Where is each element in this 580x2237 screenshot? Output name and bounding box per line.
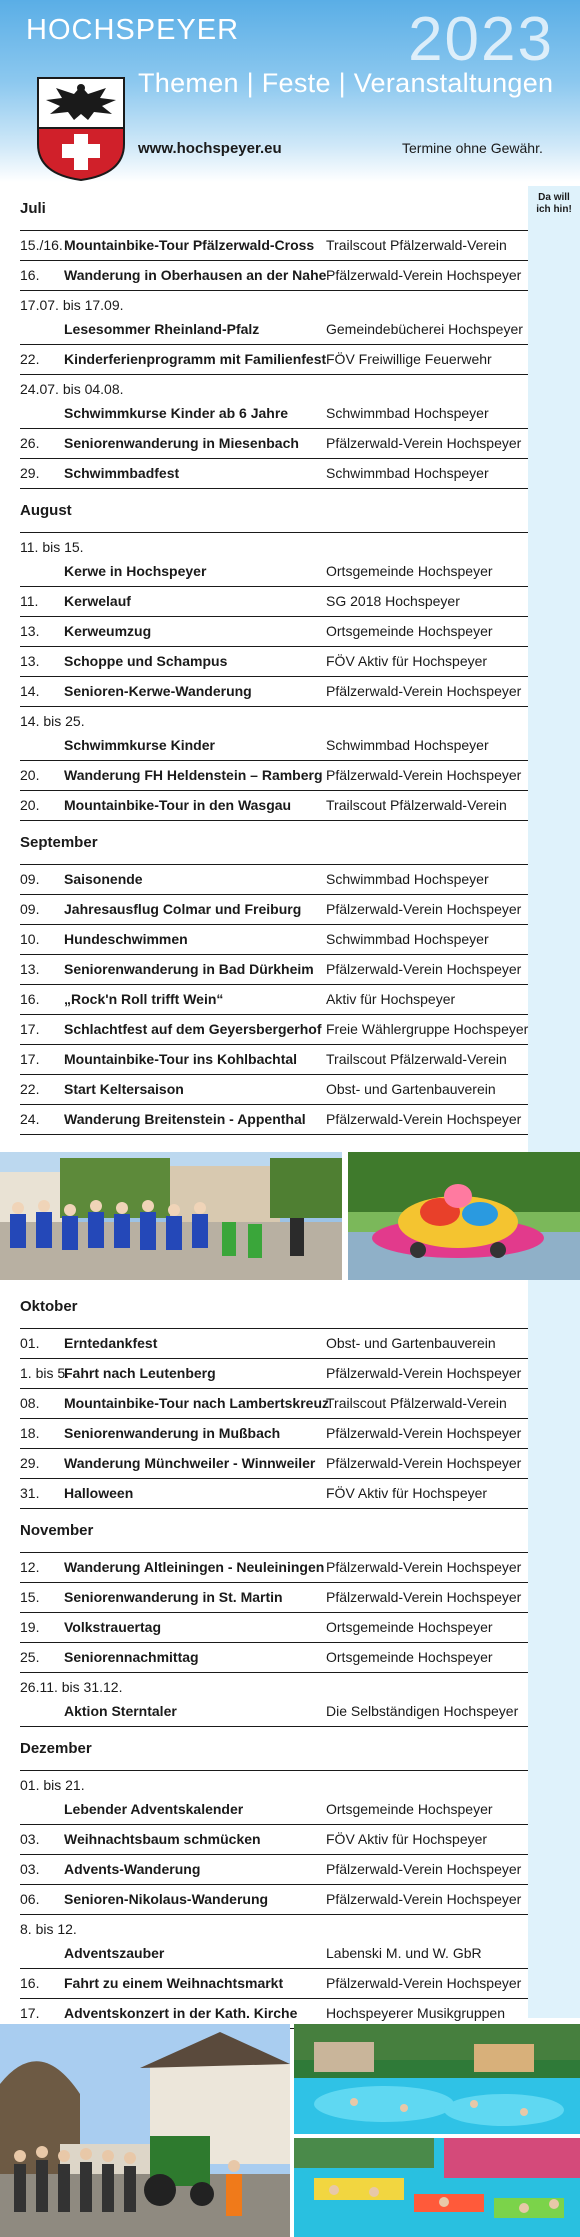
- event-row: [0, 1824, 528, 1854]
- event-row: [0, 1388, 528, 1418]
- row-divider: [20, 1508, 528, 1509]
- event-row: [0, 290, 528, 344]
- event-date: 01. bis 21.: [20, 1777, 85, 1793]
- row-divider: [20, 1726, 528, 1727]
- event-organizer: FÖV Aktiv für Hochspeyer: [326, 653, 488, 669]
- event-title: Schwimmkurse Kinder: [64, 737, 215, 753]
- event-title: Volkstrauertag: [64, 1619, 161, 1635]
- event-row: [0, 1612, 528, 1642]
- event-title: Kerweumzug: [64, 623, 152, 639]
- event-row: [0, 1770, 528, 1824]
- month-heading: September: [20, 834, 98, 851]
- disclaimer: Termine ohne Gewähr.: [402, 140, 543, 156]
- event-organizer: Schwimmbad Hochspeyer: [326, 931, 489, 947]
- event-date: 16.: [20, 267, 40, 283]
- event-organizer: Pfälzerwald-Verein Hochspeyer: [326, 1559, 522, 1575]
- event-organizer: Obst- und Gartenbauverein: [326, 1081, 496, 1097]
- event-date: 29.: [20, 1455, 40, 1471]
- event-row: [0, 458, 528, 488]
- event-date: 29.: [20, 465, 40, 481]
- page-header: [0, 0, 580, 182]
- event-date: 16.: [20, 1975, 40, 1991]
- event-date: 03.: [20, 1831, 40, 1847]
- event-date: 15./16.: [20, 237, 63, 253]
- event-organizer: Pfälzerwald-Verein Hochspeyer: [326, 1111, 522, 1127]
- event-title: Lesesommer Rheinland-Pfalz: [64, 321, 260, 337]
- event-date: 24.07. bis 04.08.: [20, 381, 124, 397]
- event-date: 19.: [20, 1619, 40, 1635]
- event-title: „Rock'n Roll trifft Wein“: [64, 991, 224, 1007]
- event-date: 17.: [20, 2005, 40, 2021]
- event-title: Schwimmbadfest: [64, 465, 180, 481]
- event-title: Mountainbike-Tour ins Kohlbachtal: [64, 1051, 298, 1067]
- event-title: Lebender Adventskalender: [64, 1801, 244, 1817]
- event-title: Wanderung in Oberhausen an der Nahe: [64, 267, 327, 283]
- event-organizer: FÖV Aktiv für Hochspeyer: [326, 1485, 488, 1501]
- event-row: [0, 1642, 528, 1672]
- event-organizer: Obst- und Gartenbauverein: [326, 1335, 496, 1351]
- event-title: Erntedankfest: [64, 1335, 158, 1351]
- event-organizer: Freie Wählergruppe Hochspeyer: [326, 1021, 529, 1037]
- event-title: Kerwe in Hochspeyer: [64, 563, 207, 579]
- village-group-with-tractor-photo: [0, 2024, 290, 2237]
- event-organizer: Pfälzerwald-Verein Hochspeyer: [326, 1425, 522, 1441]
- event-title: Saisonende: [64, 871, 143, 887]
- row-divider: [20, 488, 528, 489]
- event-row: [0, 1914, 528, 1968]
- event-row: [0, 1854, 528, 1884]
- event-row: [0, 790, 528, 820]
- event-row: [0, 1672, 528, 1726]
- event-organizer: Pfälzerwald-Verein Hochspeyer: [326, 1455, 522, 1471]
- event-date: 25.: [20, 1649, 40, 1665]
- event-row: [0, 924, 528, 954]
- month-heading: Oktober: [20, 1298, 78, 1315]
- year-label: 2023: [408, 5, 554, 74]
- event-row: [0, 1418, 528, 1448]
- event-row: [0, 1014, 528, 1044]
- event-title: Seniorenwanderung in Miesenbach: [64, 435, 299, 451]
- event-organizer: Pfälzerwald-Verein Hochspeyer: [326, 961, 522, 977]
- event-title: Wanderung Münchweiler - Winnweiler: [64, 1455, 316, 1471]
- event-title: Fahrt zu einem Weihnachtsmarkt: [64, 1975, 284, 1991]
- event-row: [0, 586, 528, 616]
- event-organizer: Ortsgemeinde Hochspeyer: [326, 1619, 493, 1635]
- month-heading: August: [20, 502, 72, 519]
- row-divider: [20, 820, 528, 821]
- event-date: 18.: [20, 1425, 40, 1441]
- event-row: [0, 646, 528, 676]
- event-organizer: Hochspeyerer Musikgruppen: [326, 2005, 505, 2021]
- event-row: [0, 1448, 528, 1478]
- event-title: Kinderferienprogramm mit Familienfest: [64, 351, 327, 367]
- event-row: [0, 616, 528, 646]
- event-date: 13.: [20, 961, 40, 977]
- event-title: Mountainbike-Tour nach Lambertskreuz: [64, 1395, 329, 1411]
- event-organizer: Schwimmbad Hochspeyer: [326, 465, 489, 481]
- event-date: 17.: [20, 1051, 40, 1067]
- event-row: [0, 1884, 528, 1914]
- website-link[interactable]: www.hochspeyer.eu: [138, 140, 282, 157]
- event-organizer: Pfälzerwald-Verein Hochspeyer: [326, 435, 522, 451]
- event-title: Mountainbike-Tour Pfälzerwald-Cross: [64, 237, 315, 253]
- event-row: [0, 1044, 528, 1074]
- event-title: Advents-Wanderung: [64, 1861, 201, 1877]
- event-row: [0, 1552, 528, 1582]
- event-row: [0, 1968, 528, 1998]
- attendance-column-header: Da will ich hin!: [536, 192, 572, 215]
- event-organizer: Trailscout Pfälzerwald-Verein: [326, 1395, 507, 1411]
- event-title: Senioren-Nikolaus-Wanderung: [64, 1891, 269, 1907]
- event-date: 16.: [20, 991, 40, 1007]
- event-date: 10.: [20, 931, 40, 947]
- event-date: 11. bis 15.: [20, 539, 84, 555]
- event-organizer: Schwimmbad Hochspeyer: [326, 737, 489, 753]
- event-title: Wanderung Breitenstein - Appenthal: [64, 1111, 306, 1127]
- event-row: [0, 374, 528, 428]
- event-organizer: Pfälzerwald-Verein Hochspeyer: [326, 267, 522, 283]
- event-organizer: Schwimmbad Hochspeyer: [326, 871, 489, 887]
- month-heading: Juli: [20, 200, 46, 217]
- event-title: Kerwelauf: [64, 593, 131, 609]
- month-heading: Dezember: [20, 1740, 92, 1757]
- event-date: 13.: [20, 623, 40, 639]
- event-row: [0, 984, 528, 1014]
- event-row: [0, 954, 528, 984]
- event-date: 09.: [20, 901, 40, 917]
- marching-band-photo: [0, 1152, 342, 1280]
- event-row: [0, 676, 528, 706]
- event-organizer: Ortsgemeinde Hochspeyer: [326, 563, 493, 579]
- event-row: [0, 428, 528, 458]
- event-row: [0, 1328, 528, 1358]
- event-organizer: Trailscout Pfälzerwald-Verein: [326, 797, 507, 813]
- event-title: Wanderung FH Heldenstein – Ramberg: [64, 767, 323, 783]
- event-title: Halloween: [64, 1485, 134, 1501]
- event-title: Jahresausflug Colmar und Freiburg: [64, 901, 302, 917]
- event-row: [0, 532, 528, 586]
- event-date: 15.: [20, 1589, 40, 1605]
- event-date: 14.: [20, 683, 40, 699]
- row-divider: [20, 1134, 528, 1135]
- event-row: [0, 344, 528, 374]
- event-organizer: Pfälzerwald-Verein Hochspeyer: [326, 1365, 522, 1381]
- event-organizer: Schwimmbad Hochspeyer: [326, 405, 489, 421]
- event-organizer: Ortsgemeinde Hochspeyer: [326, 1801, 493, 1817]
- event-date: 31.: [20, 1485, 40, 1501]
- event-organizer: Pfälzerwald-Verein Hochspeyer: [326, 683, 522, 699]
- event-date: 26.11. bis 31.12.: [20, 1679, 123, 1695]
- event-title: Seniorenwanderung in Mußbach: [64, 1425, 281, 1441]
- event-title: Weihnachtsbaum schmücken: [64, 1831, 261, 1847]
- event-organizer: Pfälzerwald-Verein Hochspeyer: [326, 1891, 522, 1907]
- event-organizer: Gemeindebücherei Hochspeyer: [326, 321, 523, 337]
- event-title: Adventszauber: [64, 1945, 165, 1961]
- fairground-ride-photo: [348, 1152, 580, 1280]
- event-date: 8. bis 12.: [20, 1921, 77, 1937]
- event-date: 01.: [20, 1335, 40, 1351]
- event-organizer: Pfälzerwald-Verein Hochspeyer: [326, 1975, 522, 1991]
- event-title: Fahrt nach Leutenberg: [64, 1365, 216, 1381]
- event-organizer: Trailscout Pfälzerwald-Verein: [326, 237, 507, 253]
- event-date: 11.: [20, 593, 39, 609]
- month-heading: November: [20, 1522, 94, 1539]
- event-title: Schoppe und Schampus: [64, 653, 228, 669]
- event-organizer: Trailscout Pfälzerwald-Verein: [326, 1051, 507, 1067]
- event-date: 08.: [20, 1395, 40, 1411]
- event-row: [0, 1478, 528, 1508]
- event-row: [0, 1104, 528, 1134]
- event-row: [0, 894, 528, 924]
- event-date: 22.: [20, 1081, 40, 1097]
- event-date: 26.: [20, 435, 40, 451]
- event-row: [0, 230, 528, 260]
- event-row: [0, 260, 528, 290]
- event-title: Adventskonzert in der Kath. Kirche: [64, 2005, 298, 2021]
- event-date: 22.: [20, 351, 40, 367]
- event-row: [0, 706, 528, 760]
- event-date: 17.: [20, 1021, 40, 1037]
- event-date: 14. bis 25.: [20, 713, 85, 729]
- event-organizer: SG 2018 Hochspeyer: [326, 593, 460, 609]
- event-organizer: Labenski M. und W. GbR: [326, 1945, 482, 1961]
- event-title: Hundeschwimmen: [64, 931, 188, 947]
- event-date: 17.07. bis 17.09.: [20, 297, 124, 313]
- event-title: Seniorennachmittag: [64, 1649, 199, 1665]
- event-organizer: FÖV Freiwillige Feuerwehr: [326, 351, 492, 367]
- event-date: 20.: [20, 797, 40, 813]
- event-date: 1. bis 5.: [20, 1365, 70, 1381]
- outdoor-pool-photo: [294, 2024, 580, 2134]
- event-date: 09.: [20, 871, 40, 887]
- event-date: 06.: [20, 1891, 40, 1907]
- event-organizer: Die Selbständigen Hochspeyer: [326, 1703, 519, 1719]
- event-organizer: Pfälzerwald-Verein Hochspeyer: [326, 1589, 522, 1605]
- event-row: [0, 1582, 528, 1612]
- event-organizer: Aktiv für Hochspeyer: [326, 991, 456, 1007]
- event-organizer: Ortsgemeinde Hochspeyer: [326, 623, 493, 639]
- event-date: 13.: [20, 653, 40, 669]
- event-organizer: Ortsgemeinde Hochspeyer: [326, 1649, 493, 1665]
- event-title: Start Keltersaison: [64, 1081, 184, 1097]
- event-date: 20.: [20, 767, 40, 783]
- event-organizer: Pfälzerwald-Verein Hochspeyer: [326, 901, 522, 917]
- event-date: 03.: [20, 1861, 40, 1877]
- event-organizer: Pfälzerwald-Verein Hochspeyer: [326, 767, 522, 783]
- event-title: Schwimmkurse Kinder ab 6 Jahre: [64, 405, 289, 421]
- event-title: Seniorenwanderung in St. Martin: [64, 1589, 283, 1605]
- coat-of-arms-icon: [34, 74, 128, 182]
- event-row: [0, 760, 528, 790]
- event-title: Wanderung Altleiningen - Neuleiningen: [64, 1559, 325, 1575]
- event-title: Seniorenwanderung in Bad Dürkheim: [64, 961, 314, 977]
- subtitle: Themen | Feste | Veranstaltungen: [138, 68, 554, 98]
- event-title: Mountainbike-Tour in den Wasgau: [64, 797, 292, 813]
- event-organizer: Pfälzerwald-Verein Hochspeyer: [326, 1861, 522, 1877]
- event-row: [0, 1074, 528, 1104]
- event-title: Schlachtfest auf dem Geyersbergerhof: [64, 1021, 322, 1037]
- children-in-pool-photo: [294, 2138, 580, 2237]
- event-row: [0, 1358, 528, 1388]
- event-organizer: FÖV Aktiv für Hochspeyer: [326, 1831, 488, 1847]
- event-title: Aktion Sterntaler: [64, 1703, 177, 1719]
- event-date: 12.: [20, 1559, 40, 1575]
- event-date: 24.: [20, 1111, 40, 1127]
- event-row: [0, 864, 528, 894]
- event-title: Senioren-Kerwe-Wanderung: [64, 683, 252, 699]
- attendance-column: [528, 186, 580, 2018]
- town-name: HOCHSPEYER: [26, 14, 240, 46]
